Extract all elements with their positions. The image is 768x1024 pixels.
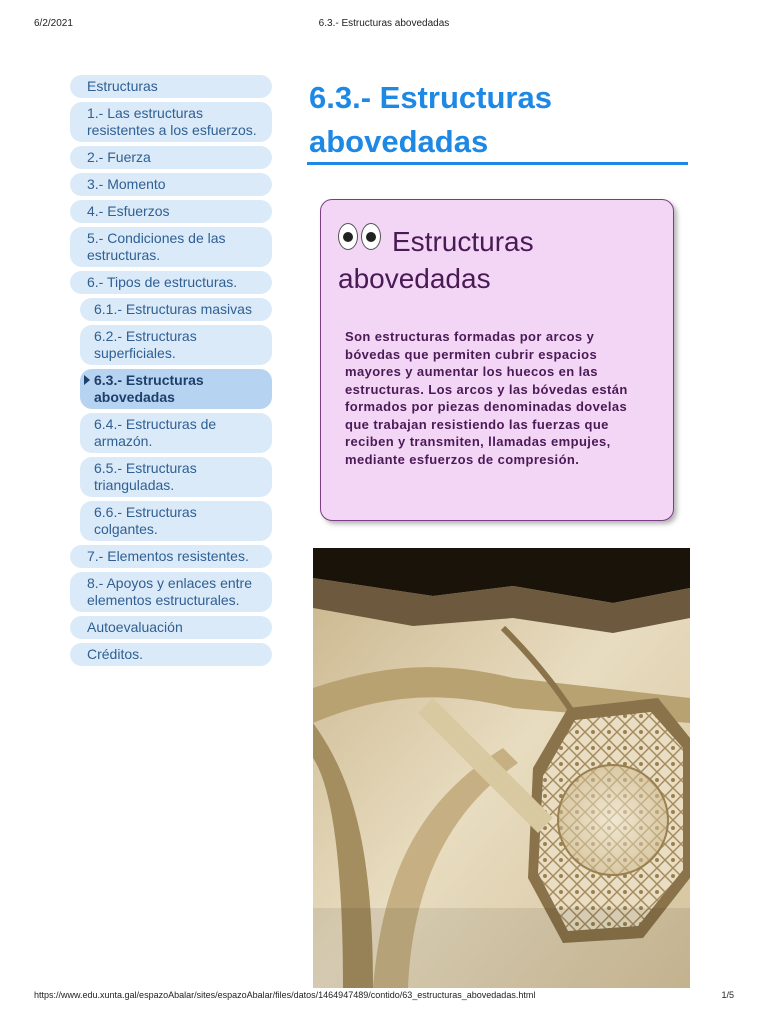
nav-item-4[interactable]: 4.- Esfuerzos (70, 200, 272, 223)
nav-item-6-4[interactable]: 6.4.- Estructuras de armazón. (80, 413, 272, 453)
page-title: 6.3.- Estructuras abovedadas (309, 80, 552, 159)
nav-item-label: 6.3.- Estructuras abovedadas (94, 372, 204, 405)
nav-item-5[interactable]: 5.- Condiciones de las estructuras. (70, 227, 272, 267)
eyes-icon (338, 223, 384, 258)
print-date: 6/2/2021 (34, 18, 73, 29)
nav-item-8[interactable]: 8.- Apoyos y enlaces entre elementos estructurales. (70, 572, 272, 612)
title-divider (307, 162, 688, 165)
nav-item-6-3-active[interactable] (80, 369, 272, 409)
nav-item-1[interactable]: 1.- Las estructuras resistentes a los esfuerzos. (70, 102, 272, 142)
nav-item-estructuras[interactable]: Estructuras (70, 75, 272, 98)
nav-item-2[interactable]: 2.- Fuerza (70, 146, 272, 169)
nav-item-6[interactable]: 6.- Tipos de estructuras. (70, 271, 272, 294)
nav-item-creditos[interactable]: Créditos. (70, 643, 272, 666)
nav-item-6-6[interactable]: 6.6.- Estructuras colgantes. (80, 501, 272, 541)
page-number: 1/5 (721, 990, 734, 1000)
current-arrow-icon (84, 375, 90, 385)
callout-text: Son estructuras formadas por arcos y bóvedas que permiten cubrir espacios mayores y aumentar los huecos en las estructuras. Los arcos y las bóvedas están formados por piezas denominadas dovelas que trabajan resistiendo las fuerzas que reciben y transmiten, llamadas empujes, mediante esfuerzos de compresión. (345, 329, 628, 467)
print-footer (34, 990, 734, 1004)
nav-item-autoevaluacion[interactable]: Autoevaluación (70, 616, 272, 639)
print-title: 6.3.- Estructuras abovedadas (318, 18, 450, 29)
nav-item-7[interactable]: 7.- Elementos resistentes. (70, 545, 272, 568)
print-url: https://www.edu.xunta.gal/espazoAbalar/sites/espazoAbalar/files/datos/1464947489/contido/63_estructuras_abovedadas.html (34, 990, 536, 1000)
print-header (34, 18, 734, 32)
nav-item-3[interactable]: 3.- Momento (70, 173, 272, 196)
vaulted-ceiling-photo (313, 548, 690, 988)
nav-item-6-5[interactable]: 6.5.- Estructuras trianguladas. (80, 457, 272, 497)
callout-heading (338, 224, 658, 296)
nav-item-6-1[interactable]: 6.1.- Estructuras masivas (80, 298, 272, 321)
info-callout (320, 199, 674, 521)
sidebar-nav (70, 75, 272, 670)
callout-heading-text: Estructuras abovedadas (338, 226, 534, 295)
nav-item-6-2[interactable]: 6.2.- Estructuras superficiales. (80, 325, 272, 365)
